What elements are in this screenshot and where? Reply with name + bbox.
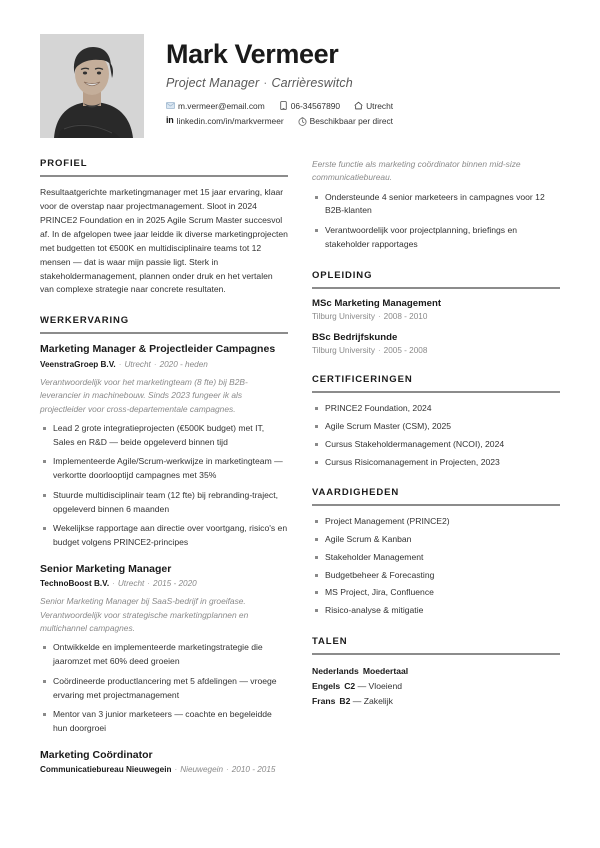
skills-list: [312, 515, 560, 618]
meta-separator: ·: [112, 578, 115, 588]
list-item: Cursus Stakeholdermanagement (NCOI), 2024: [312, 438, 560, 452]
job-company: Communicatiebureau Nieuwegein: [40, 764, 172, 774]
meta-separator: ·: [118, 359, 122, 369]
section-divider: [312, 504, 560, 506]
language-level: Moedertaal: [362, 665, 409, 676]
contact-availability: [298, 115, 393, 128]
certifications-list: [312, 402, 560, 469]
section-experience-continued: [312, 158, 560, 252]
contact-location-text: Utrecht: [366, 100, 394, 111]
section-title-certifications: CERTIFICERINGEN: [312, 374, 413, 386]
home-icon: [354, 101, 363, 110]
education-degree: MSc Marketing Management: [312, 297, 442, 309]
job-meta: [40, 764, 288, 775]
experience-item: [40, 749, 288, 776]
section-divider: [40, 332, 288, 334]
meta-separator: ·: [226, 764, 229, 774]
language-name: Frans: [312, 695, 336, 706]
profile-text: Resultaatgerichte marketingmanager met 15 jaar ervaring, klaar voor de overstap naar projectmanagement. Sloot in 2024 PRINCE2 Foundation en in 2025 Agile Scrum Master succesvol af. In de afgelopen twee jaar leidde ik diverse marketingprojecten met budgetten tot €500K en multidisciplinaire teams tot 12 mensen — dat is waar mijn passie ligt. Sterk in stakeholdermanagement, plannen onder druk en het vertalen van complexe strategie naar concrete resultaten.: [40, 187, 288, 295]
portrait-photo-icon: [40, 34, 144, 138]
contact-availability-text: Beschikbaar per direct: [309, 115, 393, 126]
language-detail: — Vloeiend: [357, 680, 403, 691]
contact-email[interactable]: [166, 100, 265, 113]
contact-phone-text: 06-34567890: [290, 100, 341, 111]
list-item: Agile Scrum & Kanban: [312, 533, 560, 547]
job-company: VeenstraGroep B.V.: [40, 359, 116, 369]
language-level: B2: [339, 695, 351, 706]
experience-item: [40, 563, 288, 736]
language-detail: — Zakelijk: [352, 695, 393, 706]
list-item: Agile Scrum Master (CSM), 2025: [312, 420, 560, 434]
language-item: [312, 694, 560, 709]
section-education: [312, 270, 560, 357]
meta-separator: ·: [377, 345, 381, 355]
meta-separator: ·: [377, 312, 381, 322]
education-school: Tilburg University: [312, 345, 375, 355]
header-text-block: [166, 34, 560, 130]
section-divider: [312, 287, 560, 289]
job-title: Marketing Coördinator: [40, 748, 153, 761]
meta-separator: ·: [153, 359, 157, 369]
section-title-education: OPLEIDING: [312, 269, 373, 281]
language-level: C2: [344, 680, 356, 691]
page-title: Mark Vermeer: [166, 39, 339, 69]
education-meta: [312, 311, 560, 322]
education-item: [312, 332, 560, 357]
contact-linkedin-text: linkedin.com/in/markvermeer: [176, 115, 284, 126]
envelope-icon: [166, 101, 175, 110]
section-languages: [312, 636, 560, 708]
headline-role: Project Manager: [166, 75, 260, 90]
list-item: Ontwikkelde en implementeerde marketingstrategie die jaaromzet met 60% deed groeien: [40, 641, 288, 669]
list-item: Ondersteunde 4 senior marketeers in campagnes voor 12 B2B-klanten: [312, 191, 560, 219]
education-period: 2005 - 2008: [383, 345, 428, 355]
list-item: Budgetbeheer & Forecasting: [312, 569, 560, 583]
phone-icon: [279, 101, 288, 110]
job-company: TechnoBoost B.V.: [40, 578, 110, 588]
list-item: PRINCE2 Foundation, 2024: [312, 402, 560, 416]
job-meta: [40, 578, 288, 589]
job-bullets: [40, 641, 288, 736]
experience-item: [40, 343, 288, 549]
headline-role-secondary: Carrièreswitch: [271, 75, 353, 90]
headline-separator: ·: [263, 75, 268, 90]
list-item: Mentor van 3 junior marketeers — coachte en begeleidde hun doorgroei: [40, 708, 288, 736]
job-bullets-continued: [312, 191, 560, 252]
list-item: Implementeerde Agile/Scrum-werkwijze in marketingteam — verkortte doorlooptijd campagnes met 35%: [40, 455, 288, 483]
job-title: Marketing Manager & Projectleider Campagnes: [40, 343, 276, 356]
contact-phone[interactable]: [279, 100, 340, 113]
contact-line-primary: [166, 100, 560, 113]
section-title-skills: VAARDIGHEDEN: [312, 487, 400, 499]
section-certifications: [312, 374, 560, 469]
job-meta: [40, 359, 288, 370]
list-item: MS Project, Jira, Confluence: [312, 586, 560, 600]
list-item: Risico-analyse & mitigatie: [312, 604, 560, 618]
list-item: Stakeholder Management: [312, 551, 560, 565]
section-title-languages: TALEN: [312, 635, 348, 647]
section-title-experience: WERKERVARING: [40, 315, 130, 327]
section-experience: [40, 315, 288, 775]
left-column: [40, 158, 288, 793]
job-description: Senior Marketing Manager bij SaaS-bedrijf in groeifase. Verantwoordelijk voor strategische marketingplannen en multichannel campagnes.: [40, 596, 249, 633]
language-item: [312, 679, 560, 694]
resume-columns: [40, 158, 560, 793]
headline-subtitle: [166, 76, 560, 90]
education-degree: BSc Bedrijfskunde: [312, 331, 398, 343]
job-description-continued: Eerste functie als marketing coördinator binnen mid-size communicatiebureau.: [312, 159, 521, 183]
education-meta: [312, 345, 560, 356]
job-bullets: [40, 422, 288, 550]
list-item: Coördineerde productlancering met 5 afdelingen — vroege ervaring met projectmanagement: [40, 675, 288, 703]
education-school: Tilburg University: [312, 312, 375, 322]
section-divider: [312, 391, 560, 393]
job-location: Nieuwegein: [180, 764, 224, 774]
meta-separator: ·: [147, 578, 151, 588]
section-divider: [312, 653, 560, 655]
contact-line-secondary: [166, 114, 560, 128]
clock-icon: [298, 117, 307, 126]
list-item: Project Management (PRINCE2): [312, 515, 560, 529]
language-name: Nederlands: [312, 665, 359, 676]
resume-header: [40, 34, 560, 138]
language-name: Engels: [312, 680, 341, 691]
job-period: 2020 - heden: [159, 359, 208, 369]
job-description: Verantwoordelijk voor het marketingteam (8 fte) bij B2B-leverancier in machinebouw. Sinds 2023 fungeer ik als projectleider voor cross-departementale campagnes.: [40, 376, 248, 414]
contact-location: [354, 100, 393, 113]
avatar: [40, 34, 144, 138]
language-item: [312, 664, 560, 679]
list-item: Cursus Risicomanagement in Projecten, 2023: [312, 456, 560, 470]
section-profile: [40, 158, 288, 297]
meta-separator: ·: [174, 764, 178, 774]
contact-linkedin[interactable]: [166, 114, 284, 128]
job-location: Utrecht: [117, 578, 145, 588]
list-item: Stuurde multidisciplinair team (12 fte) bij rebranding-traject, opgeleverd binnen 6 maanden: [40, 489, 288, 517]
list-item: Verantwoordelijk voor projectplanning, briefings en stakeholder rapportages: [312, 224, 560, 252]
job-title: Senior Marketing Manager: [40, 562, 172, 575]
job-location: Utrecht: [124, 359, 151, 369]
linkedin-icon: in: [166, 115, 174, 126]
education-item: [312, 298, 560, 323]
section-title-profile: PROFIEL: [40, 158, 88, 169]
section-divider: [40, 175, 288, 177]
education-period: 2008 - 2010: [383, 312, 428, 322]
job-period: 2010 - 2015: [231, 764, 276, 774]
right-column: [312, 158, 560, 793]
list-item: Lead 2 grote integratieprojecten (€500K budget) met IT, Sales en R&D — beide opgeleverd binnen tijd: [40, 422, 288, 450]
contact-email-text: m.vermeer@email.com: [178, 100, 265, 111]
list-item: Wekelijkse rapportage aan directie over voortgang, risico's en budget volgens PRINCE2-principes: [40, 522, 288, 550]
section-skills: [312, 487, 560, 618]
job-period: 2015 - 2020: [153, 578, 197, 588]
